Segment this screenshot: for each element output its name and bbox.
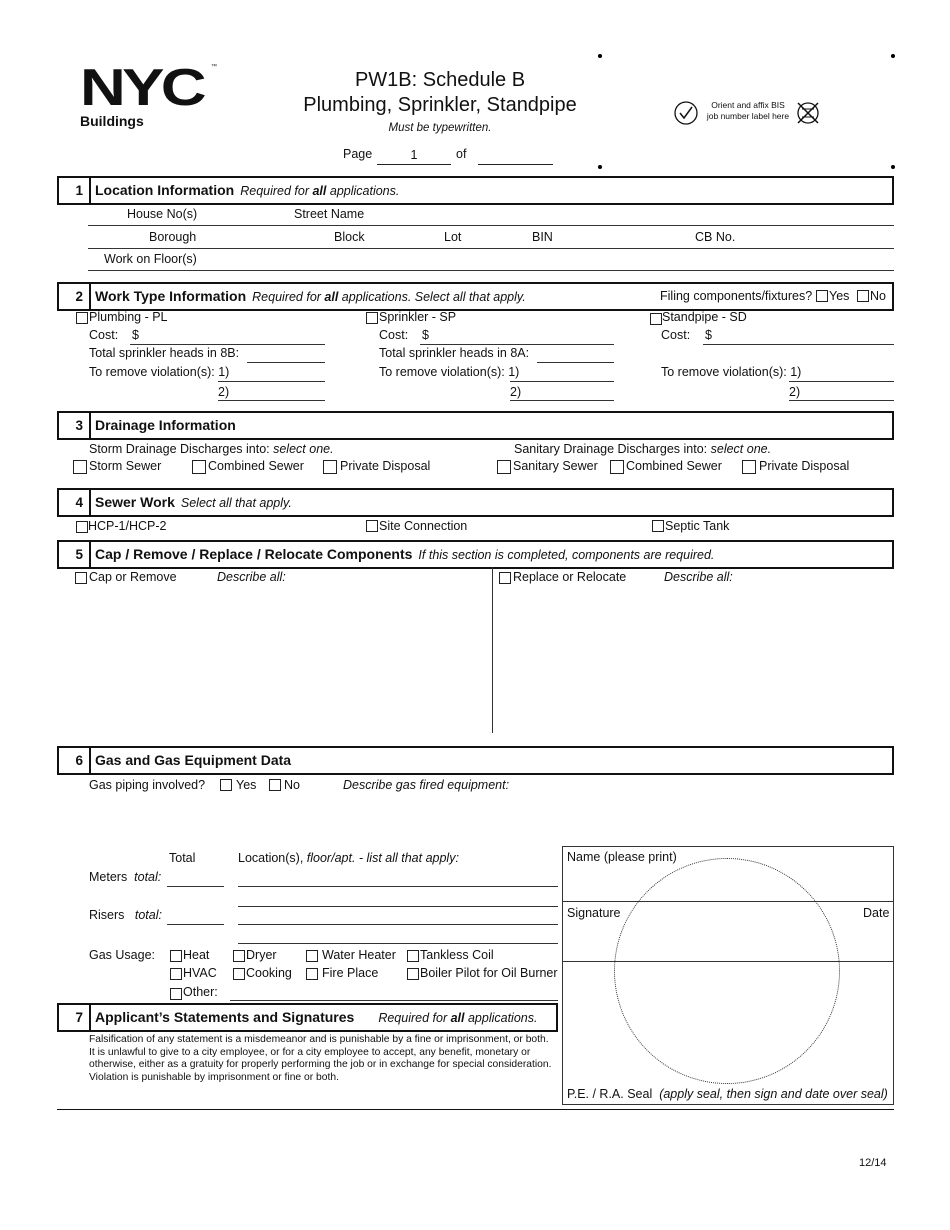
tankless-coil-label: Tankless Coil bbox=[420, 948, 494, 962]
filing-components-label: Filing components/fixtures? bbox=[660, 289, 813, 303]
page-number: 1 bbox=[410, 148, 418, 162]
section-title: Location Information bbox=[95, 182, 235, 198]
fire-place-label: Fire Place bbox=[322, 966, 379, 980]
site-connection-checkbox[interactable] bbox=[366, 520, 378, 532]
page-total-field[interactable] bbox=[478, 148, 553, 165]
signature-field[interactable] bbox=[563, 922, 893, 960]
cap-remove-label: Cap or Remove bbox=[89, 570, 177, 584]
fire-place-checkbox[interactable] bbox=[306, 968, 318, 980]
standpipe-violation-1-field[interactable] bbox=[789, 381, 894, 382]
borough-label: Borough bbox=[149, 230, 197, 244]
row-line[interactable] bbox=[88, 270, 894, 271]
gas-piping-label: Gas piping involved? bbox=[89, 778, 206, 792]
sprinkler-violation-2-label: 2) bbox=[510, 385, 522, 399]
street-name-label: Street Name bbox=[294, 207, 365, 221]
meters-label: Meters total: bbox=[89, 870, 162, 884]
standpipe-checkbox[interactable] bbox=[650, 313, 662, 325]
page-label: Page bbox=[343, 147, 373, 161]
plumbing-violation-2-label: 2) bbox=[218, 385, 230, 399]
other-checkbox[interactable] bbox=[170, 988, 182, 1000]
sanitary-drainage-label: Sanitary Drainage Discharges into: select one. bbox=[514, 442, 772, 456]
meters-total-field[interactable] bbox=[167, 886, 224, 887]
standpipe-label: Standpipe - SD bbox=[662, 310, 747, 324]
risers-label: Risers total: bbox=[89, 908, 162, 922]
sprinkler-cost-field[interactable] bbox=[420, 344, 614, 345]
standpipe-violation-1-label: To remove violation(s): 1) bbox=[661, 365, 802, 379]
typewritten-note: Must be typewritten. bbox=[388, 122, 492, 134]
sanitary-private-disposal-label: Private Disposal bbox=[759, 459, 850, 473]
cap-describe-area[interactable] bbox=[88, 586, 488, 731]
gas-usage-label: Gas Usage: bbox=[89, 948, 156, 962]
dryer-label: Dryer bbox=[246, 948, 277, 962]
no-staple-icon bbox=[794, 99, 822, 130]
seal-label: P.E. / R.A. Seal (apply seal, then sign and date over seal) bbox=[567, 1087, 888, 1101]
plumbing-checkbox[interactable] bbox=[76, 312, 88, 324]
sprinkler-checkbox[interactable] bbox=[366, 312, 378, 324]
other-field[interactable] bbox=[230, 1000, 558, 1001]
section-3-header bbox=[57, 411, 894, 440]
section-1-header: 1 Location Information Required for all applications. bbox=[57, 176, 894, 205]
replace-relocate-checkbox[interactable] bbox=[499, 572, 511, 584]
work-floors-label: Work on Floor(s) bbox=[104, 252, 197, 266]
plumbing-dollar: $ bbox=[132, 328, 139, 342]
sanitary-sewer-label: Sanitary Sewer bbox=[513, 459, 598, 473]
replace-describe-area[interactable] bbox=[500, 586, 890, 731]
plumbing-cost-label: Cost: bbox=[89, 328, 119, 342]
section-7-header: 7 Applicant’s Statements and Signatures Required for all applications. bbox=[57, 1003, 558, 1032]
section-number: 7 bbox=[59, 1005, 91, 1030]
bottom-rule bbox=[57, 1109, 894, 1110]
logo-text: NYC bbox=[80, 59, 203, 117]
section-title: Drainage Information bbox=[95, 417, 236, 433]
section-number: 6 bbox=[59, 748, 91, 773]
sprinkler-violation-2-field[interactable] bbox=[510, 400, 614, 401]
sanitary-combined-sewer-label: Combined Sewer bbox=[626, 459, 722, 473]
section-4-header: 4 Sewer Work Select all that apply. bbox=[57, 488, 894, 517]
section-2-header: 2 Work Type Information Required for all applications. Select all that apply. Filing components/fixtures? Yes No bbox=[57, 282, 894, 311]
statement-text: Falsification of any statement is a misdemeanor and is punishable by a fine or imprisonment, or both. It is unlawful to give to a city employee, or for a city employee to accept, any benefit, monetary or otherwise, either as a gratuity for properly performing the job or in exchange for special consideration. Violation is punishable by imprisonment or fine or both. bbox=[89, 1034, 552, 1083]
gas-equipment-label: Describe gas fired equipment: bbox=[343, 778, 510, 792]
section-title: Work Type Information bbox=[95, 288, 247, 304]
plumbing-label: Plumbing - PL bbox=[89, 310, 168, 324]
gas-yes-checkbox[interactable] bbox=[220, 779, 232, 791]
storm-sewer-checkbox[interactable] bbox=[73, 460, 87, 474]
row-line[interactable] bbox=[88, 248, 894, 249]
form-subtitle: Plumbing, Sprinkler, Standpipe bbox=[303, 94, 577, 116]
check-circle-icon bbox=[673, 100, 699, 129]
plumbing-violation-1-label: To remove violation(s): 1) bbox=[89, 365, 230, 379]
page-number-field[interactable] bbox=[377, 148, 451, 165]
cap-remove-checkbox[interactable] bbox=[75, 572, 87, 584]
name-divider bbox=[562, 901, 894, 902]
septic-tank-checkbox[interactable] bbox=[652, 520, 664, 532]
registration-dot bbox=[891, 165, 895, 169]
heads-8b-field[interactable] bbox=[247, 362, 325, 363]
storm-combined-sewer-label: Combined Sewer bbox=[208, 459, 304, 473]
cooking-label: Cooking bbox=[246, 966, 292, 980]
heads-8a-field[interactable] bbox=[537, 362, 614, 363]
standpipe-violation-2-field[interactable] bbox=[789, 400, 894, 401]
bin-label: BIN bbox=[532, 230, 553, 244]
storm-combined-sewer-checkbox[interactable] bbox=[192, 460, 206, 474]
risers-location-field-1[interactable] bbox=[238, 906, 558, 907]
dryer-checkbox[interactable] bbox=[233, 950, 245, 962]
hcp-label: HCP-1/HCP-2 bbox=[88, 519, 167, 533]
replace-relocate-label: Replace or Relocate bbox=[513, 570, 627, 584]
registration-dot bbox=[598, 54, 602, 58]
hvac-label: HVAC bbox=[183, 966, 217, 980]
lot-label: Lot bbox=[444, 230, 462, 244]
tankless-coil-checkbox[interactable] bbox=[407, 950, 419, 962]
section-6-header bbox=[57, 746, 894, 775]
gas-no-checkbox[interactable] bbox=[269, 779, 281, 791]
bis-label-line1: Orient and affix BIS bbox=[711, 100, 785, 110]
column-divider bbox=[492, 567, 493, 733]
total-header: Total bbox=[169, 851, 196, 865]
heads-8a-label: Total sprinkler heads in 8A: bbox=[379, 346, 530, 360]
section-5-header: 5 Cap / Remove / Replace / Relocate Components If this section is completed, components are required. bbox=[57, 540, 894, 569]
filing-yes-label: Yes bbox=[829, 289, 850, 303]
block-label: Block bbox=[334, 230, 365, 244]
filing-yes-checkbox[interactable] bbox=[816, 290, 828, 302]
section-title: Cap / Remove / Replace / Relocate Components bbox=[95, 546, 413, 562]
section-number: 3 bbox=[59, 413, 91, 438]
sanitary-combined-sewer-checkbox[interactable] bbox=[610, 460, 624, 474]
location-header: Location(s), floor/apt. - list all that apply: bbox=[238, 851, 459, 865]
standpipe-dollar: $ bbox=[705, 328, 712, 342]
heat-checkbox[interactable] bbox=[170, 950, 182, 962]
registration-dot bbox=[598, 165, 602, 169]
replace-describe-label: Describe all: bbox=[664, 570, 733, 584]
standpipe-violation-2-label: 2) bbox=[789, 385, 801, 399]
section-number: 5 bbox=[59, 542, 91, 567]
standpipe-cost-label: Cost: bbox=[661, 328, 691, 342]
meters-location-field[interactable] bbox=[238, 886, 558, 887]
name-label: Name (please print) bbox=[567, 850, 677, 864]
sprinkler-violation-1-label: To remove violation(s): 1) bbox=[379, 365, 520, 379]
site-connection-label: Site Connection bbox=[379, 519, 468, 533]
plumbing-cost-field[interactable] bbox=[130, 344, 325, 345]
risers-total-field[interactable] bbox=[167, 924, 224, 925]
revision-date: 12/14 bbox=[859, 1157, 887, 1169]
heat-label: Heat bbox=[183, 948, 210, 962]
section-title: Sewer Work bbox=[95, 494, 175, 510]
section-number: 4 bbox=[59, 490, 91, 515]
plumbing-violation-2-field[interactable] bbox=[218, 400, 325, 401]
sanitary-private-disposal-checkbox[interactable] bbox=[742, 460, 756, 474]
of-label: of bbox=[456, 147, 467, 161]
storm-private-disposal-label: Private Disposal bbox=[340, 459, 431, 473]
cooking-checkbox[interactable] bbox=[233, 968, 245, 980]
sprinkler-cost-label: Cost: bbox=[379, 328, 409, 342]
standpipe-cost-field[interactable] bbox=[703, 344, 894, 345]
hcp-checkbox[interactable] bbox=[76, 521, 88, 533]
section-number: 1 bbox=[59, 178, 91, 203]
plumbing-violation-1-field[interactable] bbox=[218, 381, 325, 382]
date-label: Date bbox=[863, 906, 890, 920]
filing-no-checkbox[interactable] bbox=[857, 290, 869, 302]
storm-sewer-label: Storm Sewer bbox=[89, 459, 162, 473]
sprinkler-label: Sprinkler - SP bbox=[379, 310, 457, 324]
hvac-checkbox[interactable] bbox=[170, 968, 182, 980]
section-title: Gas and Gas Equipment Data bbox=[95, 752, 292, 768]
boiler-pilot-label: Boiler Pilot for Oil Burner bbox=[420, 966, 558, 980]
heads-8b-label: Total sprinkler heads in 8B: bbox=[89, 346, 240, 360]
nyc-logo bbox=[80, 59, 220, 132]
risers-location-field-2[interactable] bbox=[238, 924, 558, 925]
cap-describe-label: Describe all: bbox=[217, 570, 286, 584]
sprinkler-dollar: $ bbox=[422, 328, 429, 342]
water-heater-label: Water Heater bbox=[322, 948, 396, 962]
section-title: Applicant’s Statements and Signatures bbox=[95, 1009, 355, 1025]
water-heater-checkbox[interactable] bbox=[306, 950, 318, 962]
registration-dot bbox=[891, 54, 895, 58]
gas-yes-label: Yes bbox=[236, 778, 257, 792]
filing-no-label: No bbox=[870, 289, 886, 303]
boiler-pilot-checkbox[interactable] bbox=[407, 968, 419, 980]
bis-label-line2: job number label here bbox=[706, 111, 790, 121]
storm-private-disposal-checkbox[interactable] bbox=[323, 460, 337, 474]
logo-subtext: Buildings bbox=[80, 113, 144, 129]
row-line[interactable] bbox=[88, 225, 894, 226]
risers-location-field-3[interactable] bbox=[238, 943, 558, 944]
storm-drainage-label: Storm Drainage Discharges into: select one. bbox=[89, 442, 334, 456]
house-number-label: House No(s) bbox=[127, 207, 198, 221]
gas-no-label: No bbox=[284, 778, 300, 792]
septic-tank-label: Septic Tank bbox=[665, 519, 730, 533]
signature-divider bbox=[562, 961, 894, 962]
signature-label: Signature bbox=[567, 906, 621, 920]
section-number: 2 bbox=[59, 284, 91, 309]
other-label: Other: bbox=[183, 985, 218, 999]
sanitary-sewer-checkbox[interactable] bbox=[497, 460, 511, 474]
name-field[interactable] bbox=[563, 866, 893, 900]
sprinkler-violation-1-field[interactable] bbox=[510, 381, 614, 382]
logo-trademark: ™ bbox=[211, 64, 217, 70]
form-title: PW1B: Schedule B bbox=[354, 69, 526, 91]
cb-label: CB No. bbox=[695, 230, 736, 244]
